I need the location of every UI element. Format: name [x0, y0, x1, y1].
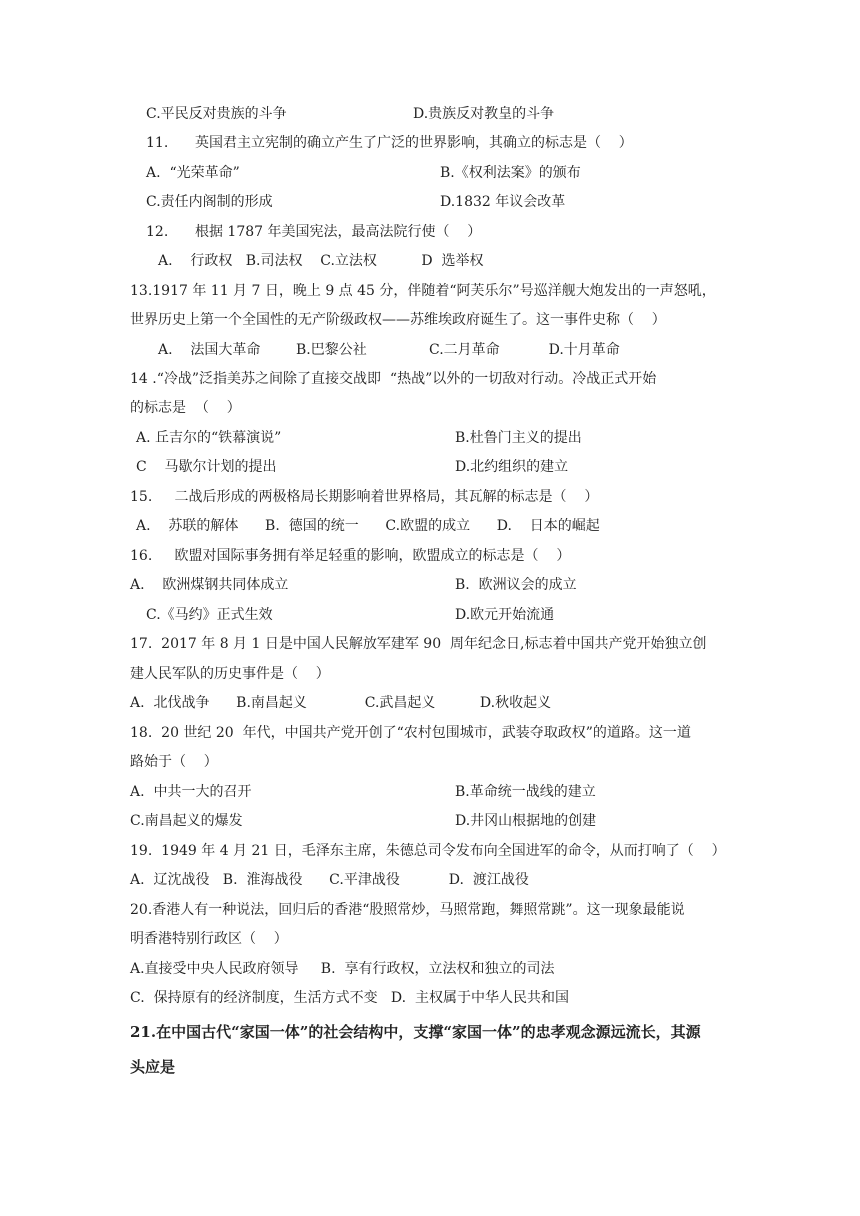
options-q13: A. 法国大革命 B.巴黎公社 C.二月革命 D.十月革命: [158, 342, 620, 358]
question-14: 14 .“冷战”泛指美苏之间除了直接交战即 “热战”以外的一切敌对行动。冷战正式开始: [130, 371, 657, 387]
option-b-q14: B.杜鲁门主义的提出: [455, 430, 582, 446]
options-q12: A. 行政权 B.司法权 C.立法权 D 选举权: [158, 253, 484, 269]
question-21: 21.在中国古代“家国一体”的社会结构中，支撑“家国一体”的忠孝观念源远流长，其源: [130, 1023, 701, 1041]
options-q15: A. 苏联的解体 B. 德国的统一 C.欧盟的成立 D. 日本的崛起: [136, 518, 600, 534]
question-20: 20.香港人有一种说法，回归后的香港“股照常炒，马照常跑，舞照常跳”。这一现象最能说: [130, 902, 685, 918]
question-17-cont: 建人民军队的历史事件是（ ）: [130, 666, 330, 682]
option-a-q11: A. “光荣革命”: [146, 165, 240, 181]
option-b-q11: B.《权利法案》的颁布: [440, 165, 581, 181]
options-q17: A. 北伐战争 B.南昌起义 C.武昌起义 D.秋收起义: [130, 695, 552, 711]
option-d-q11: D.1832 年议会改革: [440, 194, 566, 210]
question-19: 19. 1949 年 4 月 21 日，毛泽东主席，朱德总司令发布向全国进军的命令，从而打响了（ ）: [130, 843, 726, 859]
question-17: 17. 2017 年 8 月 1 日是中国人民解放军建军 90 周年纪念日,标志着中国共产党开始独立创: [130, 636, 707, 652]
option-c-q16: C.《马约》正式生效: [146, 607, 273, 623]
question-12: 12. 根据 1787 年美国宪法，最高法院行使（ ）: [146, 224, 482, 240]
option-a-q14: A. 丘吉尔的“铁幕演说”: [136, 430, 282, 446]
question-18-cont: 路始于（ ）: [130, 754, 218, 770]
option-d-q16: D.欧元开始流通: [455, 607, 555, 623]
option-c-q14: C 马歇尔计划的提出: [136, 459, 277, 475]
question-20-cont: 明香港特别行政区（ ）: [130, 931, 288, 947]
option-d-q14: D.北约组织的建立: [455, 459, 569, 475]
question-18: 18. 20 世纪 20 年代，中国共产党开创了“农村包围城市，武装夺取政权”的道路。这一道: [130, 725, 691, 741]
question-15: 15. 二战后形成的两极格局长期影响着世界格局，其瓦解的标志是（ ）: [130, 489, 599, 505]
question-11: 11. 英国君主立宪制的确立产生了广泛的世界影响，其确立的标志是（ ）: [146, 135, 633, 151]
option-c-q18: C.南昌起义的爆发: [130, 813, 243, 829]
option-cd-q20: C. 保持原有的经济制度，生活方式不变 D. 主权属于中华人民共和国: [130, 990, 569, 1006]
question-13-cont: 世界历史上第一个全国性的无产阶级政权——苏维埃政府诞生了。这一事件史称（ ）: [130, 312, 666, 328]
option-b-q18: B.革命统一战线的建立: [455, 784, 596, 800]
options-q19: A. 辽沈战役 B. 淮海战役 C.平津战役 D. 渡江战役: [130, 872, 529, 888]
option-a-q18: A. 中共一大的召开: [130, 784, 252, 800]
option-c-q10: C.平民反对贵族的斗争: [146, 106, 287, 122]
option-d-q10: D.贵族反对教皇的斗争: [413, 106, 555, 122]
question-13: 13.1917 年 11 月 7 日，晚上 9 点 45 分，伴随着“阿芙乐尔”号巡洋舰大炮发出的一声怒吼，: [130, 283, 716, 299]
option-ab-q20: A.直接受中央人民政府领导 B. 享有行政权，立法权和独立的司法: [130, 961, 555, 977]
option-a-q16: A. 欧洲煤钢共同体成立: [130, 577, 289, 593]
option-c-q11: C.责任内阁制的形成: [146, 194, 273, 210]
question-14-cont: 的标志是 （ ）: [130, 400, 241, 416]
option-b-q16: B. 欧洲议会的成立: [455, 577, 577, 593]
question-21-cont: 头应是: [130, 1058, 176, 1076]
option-d-q18: D.井冈山根据地的创建: [455, 813, 597, 829]
question-16: 16. 欧盟对国际事务拥有举足轻重的影响，欧盟成立的标志是（ ）: [130, 548, 571, 564]
